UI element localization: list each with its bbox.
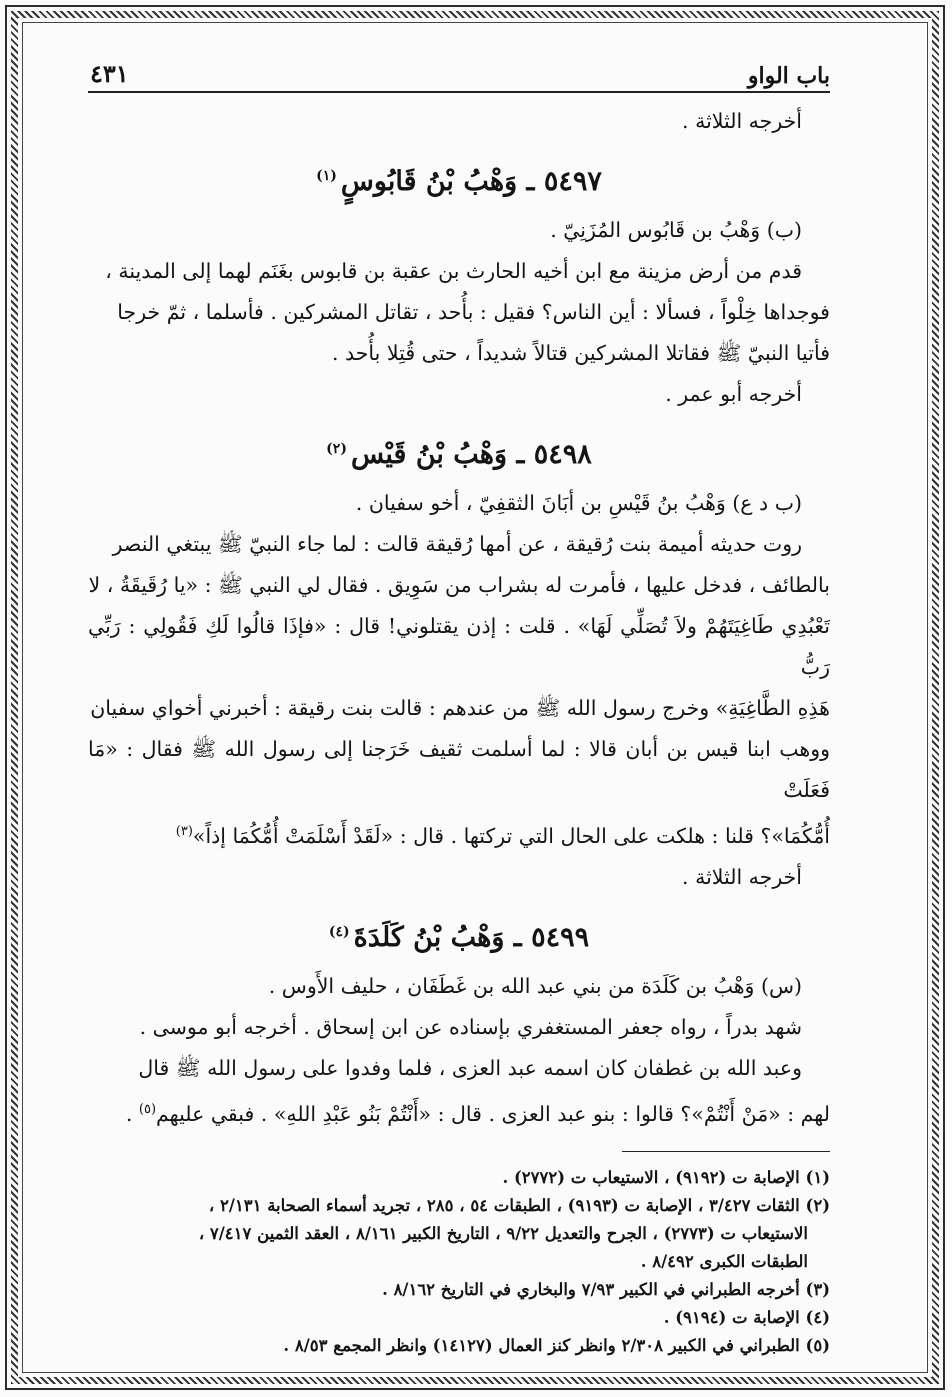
entry-line: فأتيا النبيّ ﷺ فقاتلا المشركين قتالاً شديداً ، حتى قُتِلا بأُحد . — [331, 341, 830, 365]
entry-title-text: ٥٤٩٩ ـ وَهْبُ بْنُ كَلَدَةَ — [353, 921, 590, 953]
footnote-ref: (٣) — [175, 824, 193, 839]
entry-line: ووهب ابنا قيس بن أبان قالا : لما أسلمت ثقيف خَرَجنا إلى رسول الله ﷺ فقال : «مَا فَعَلَتْ — [88, 737, 830, 802]
entry-line: قدم من أرض مزينة مع ابن أخيه الحارث بن عقبة بن قابوس بغَنَم لهما إلى المدينة ، — [105, 259, 802, 283]
entry-5499 — [88, 912, 830, 1135]
entry-5497 — [88, 156, 830, 415]
entry-title-text: ٥٤٩٧ ـ وَهْبُ بْنُ قَابُوسٍ — [340, 166, 602, 197]
section-title: باب الواو — [747, 63, 830, 89]
book-page — [88, 55, 830, 1355]
intro-takhrij: أخرجه الثلاثة . — [682, 109, 802, 133]
entry-line: هَذِهِ الطَّاغِيَةِ» وخرج رسول الله ﷺ من عندهم : قالت بنت رقيقة : أخبرني أخواي سفيان — [90, 696, 830, 720]
entry-line-text: أُمُّكُمَا»؟ قلنا : هلكت على الحال التي تركتها . قال : «لَقَدْ أَسْلَمَتْ أُمُّكُمَا إذاً» — [192, 823, 830, 848]
footnote-mark: (٤) — [328, 923, 350, 940]
entry-line: (ب د ع) وَهْبُ بنُ قَيْسِ بن أبَانَ الثقفِيّ ، أخو سفيان . — [355, 491, 802, 515]
page-number: ٤٣١ — [90, 59, 129, 88]
entry-line-text: لهم : «مَنْ أَنْتُمْ»؟ قالوا : بنو عبد العزى . قال : «أَنْتُمْ بَنُو عَبْدِ اللهِ» . فبقي عليهم — [156, 1101, 830, 1126]
footnote-item: (٣) أخرجه الطبراني في الكبير ٧/٩٣ والبخاري في التاريخ ٨/١٦٢ . — [382, 1279, 830, 1299]
entry-title — [88, 912, 830, 958]
footnote-item: (٢) الثقات ٣/٤٢٧ ، الإصابة ت (٩١٩٣) ، الطبقات ٥٤ ، ٢٨٥ ، تجريد أسماء الصحابة ٢/١٣١ ، — [208, 1195, 830, 1215]
entry-line: تَعْبُدِي طَاغِيَتَهُمْ ولاَ تُصَلِّي لَهَا» . قلت : إذن يقتلوني! قال : «فإذَا قالُوا لَكِ فَقُولِي : رَبِّي رَبُّ — [88, 614, 830, 679]
footnote-item: (١) الإصابة ت (٩١٩٢) ، الاستيعاب ت (٢٧٧٢) . — [502, 1167, 830, 1187]
entry-takhrij: أخرجه الثلاثة . — [682, 864, 802, 889]
footnote-ref: (٥) — [138, 1101, 157, 1117]
entry-line — [88, 811, 830, 857]
running-header — [88, 55, 830, 93]
entry-line: (س) وَهْبُ بن كَلَدَة من بني عبد الله بن غَطَفَان ، حليف الأَوس . — [268, 973, 802, 998]
entry-title — [88, 156, 830, 202]
entry-line: روت حديثه أميمة بنت رُقيقة ، عن أمها رُقيقة قالت : لما جاء النبيّ ﷺ يبتغي النصر — [112, 532, 802, 556]
footnote-item: (٥) الطبراني في الكبير ٢/٣٠٨ وانظر كنز العمال (١٤١٢٧) وانظر المجمع ٨/٥٣ . — [283, 1335, 830, 1355]
footnote-mark: (١) — [316, 168, 337, 184]
footnote-mark: (٢) — [326, 441, 347, 457]
entry-title-text: ٥٤٩٨ ـ وَهْبُ بْنُ قَيْس — [350, 439, 592, 470]
entry-line: بالطائف ، فدخل عليها ، فأمرت له بشراب من سَوِيق . فقال لي النبي ﷺ : «يا رُقَيقَةُ ، لا — [88, 573, 830, 597]
footnote-separator — [622, 1151, 830, 1152]
footnote-item: الاستيعاب ت (٢٧٧٣) ، الجرح والتعديل ٩/٢٢ ، التاريخ الكبير ٨/١٦١ ، العقد الثمين ٧/٤١٧ ، — [198, 1223, 808, 1243]
entry-line: فوجداها خِلْواً ، فسألا : أين الناس؟ فقيل : بأُحد ، تقاتل المشركين . فأسلما ، ثمّ خرجا — [117, 300, 830, 324]
entry-line: لهم : «مَنْ أَنْتُمْ»؟ قالوا : بنو عبد العزى . قال : «أَنْتُمْ بَنُو عَبْدِ اللهِ» . فبقي عليهم$^{(٥)}$ . — [125, 1101, 830, 1126]
entry-title — [88, 429, 830, 475]
entry-line: وعبد الله بن غطفان كان اسمه عبد العزى ، فلما وفدوا على رسول الله ﷺ قال — [138, 1055, 802, 1080]
footnotes — [88, 1164, 830, 1360]
footnote-item: الطبقات الكبرى ٨/٤٩٢ . — [640, 1251, 808, 1271]
footnote-item: (٤) الإصابة ت (٩١٩٤) . — [663, 1307, 830, 1327]
entry-line: شهد بدراً ، رواه جعفر المستغفري بإسناده عن ابن إسحاق . أخرجه أبو موسى . — [139, 1014, 802, 1039]
entry-5498 — [88, 429, 830, 898]
entry-takhrij: أخرجه أبو عمر . — [665, 382, 802, 406]
entry-line: (ب) وَهْبُ بن قَابُوس المُزَنِيّ . — [550, 218, 802, 242]
